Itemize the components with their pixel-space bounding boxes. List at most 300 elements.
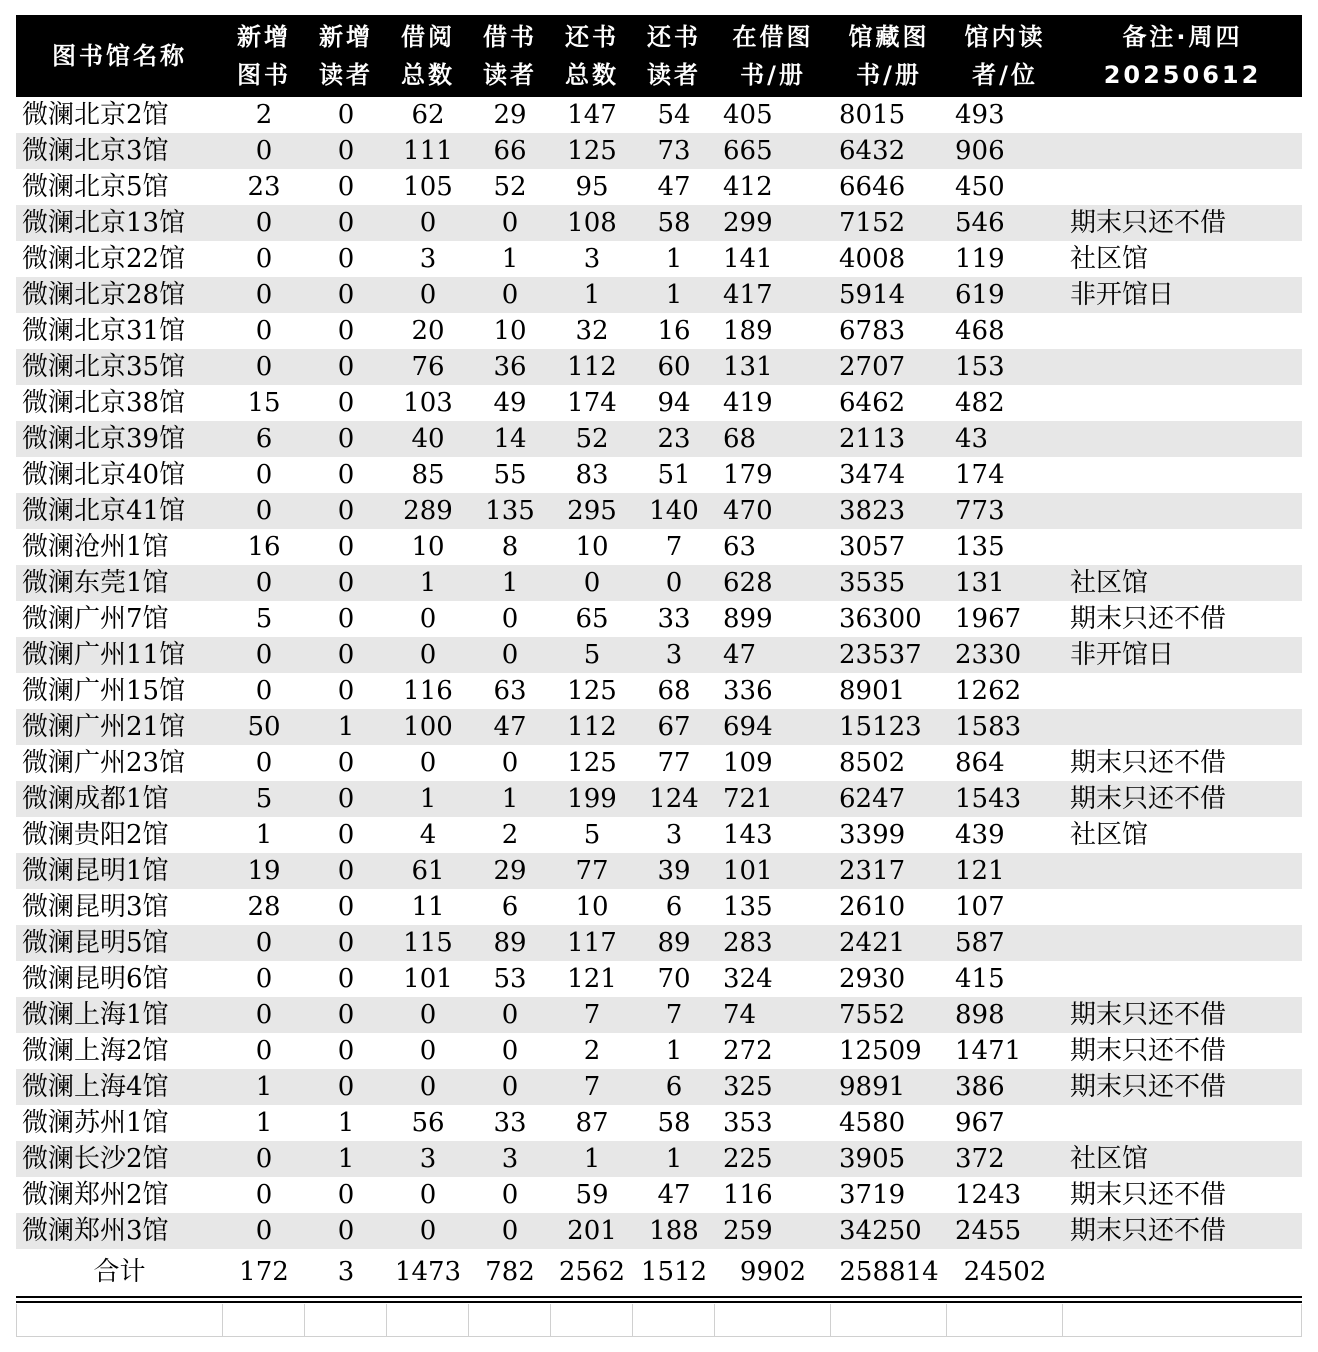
cell-collection-size[interactable]: 3719 [839, 1180, 906, 1210]
cell-collection-size[interactable]: 2930 [839, 964, 906, 994]
cell-readers-in-library[interactable]: 773 [947, 493, 1063, 529]
cell-total-returns[interactable]: 1 [551, 1141, 633, 1177]
cell-readers-in-library[interactable]: 2330 [947, 637, 1063, 673]
cell-total-returns[interactable]: 10 [575, 532, 609, 562]
cell-borrow-readers[interactable]: 55 [493, 460, 527, 490]
cell-return-readers[interactable]: 1 [633, 1141, 715, 1177]
cell-library-name[interactable]: 微澜北京41馆 [16, 493, 223, 529]
header-new-readers[interactable] [305, 15, 387, 97]
cell-total-returns[interactable]: 52 [551, 421, 633, 457]
cell-total-borrows[interactable]: 62 [411, 100, 445, 130]
cell-library-name[interactable]: 微澜上海2馆 [22, 1036, 169, 1066]
cell-new-readers[interactable]: 0 [305, 637, 387, 673]
cell-total-returns[interactable]: 59 [575, 1180, 609, 1210]
cell-readers-in-library[interactable]: 493 [955, 100, 1005, 130]
cell-borrow-readers[interactable]: 63 [493, 676, 527, 706]
cell-readers-in-library[interactable]: 121 [947, 853, 1063, 889]
cell-total-borrows[interactable]: 0 [419, 748, 437, 778]
total-new-readers[interactable]: 3 [305, 1249, 387, 1295]
cell-library-name[interactable]: 微澜郑州2馆 [22, 1180, 169, 1210]
cell-books-on-loan[interactable]: 283 [715, 925, 831, 961]
empty-cell[interactable] [1063, 1304, 1302, 1336]
cell-total-returns[interactable]: 147 [567, 100, 617, 130]
cell-new-readers[interactable]: 0 [337, 100, 355, 130]
cell-collection-size[interactable]: 3905 [831, 1141, 947, 1177]
cell-return-readers[interactable]: 3 [633, 637, 715, 673]
cell-new-books[interactable]: 0 [255, 748, 273, 778]
cell-notes[interactable]: 期末只还不借 [1063, 205, 1302, 241]
cell-collection-size[interactable]: 6432 [831, 133, 947, 169]
empty-cell[interactable] [387, 1304, 469, 1336]
cell-readers-in-library[interactable]: 415 [955, 964, 1005, 994]
header-notes[interactable] [1063, 15, 1302, 97]
cell-notes[interactable] [1063, 673, 1302, 709]
cell-library-name[interactable]: 微澜昆明1馆 [16, 853, 223, 889]
cell-books-on-loan[interactable]: 417 [715, 277, 831, 313]
cell-total-borrows[interactable]: 1 [387, 781, 469, 817]
cell-notes[interactable] [1063, 1105, 1302, 1141]
cell-collection-size[interactable]: 34250 [831, 1213, 947, 1249]
cell-borrow-readers[interactable]: 0 [501, 1180, 519, 1210]
cell-collection-size[interactable]: 2317 [831, 853, 947, 889]
cell-new-readers[interactable]: 0 [337, 1180, 355, 1210]
cell-new-books[interactable]: 0 [223, 277, 305, 313]
cell-notes[interactable]: 期末只还不借 [1063, 997, 1302, 1033]
cell-return-readers[interactable]: 94 [657, 388, 691, 418]
cell-new-books[interactable]: 0 [223, 565, 305, 601]
cell-readers-in-library[interactable]: 131 [947, 565, 1063, 601]
cell-new-readers[interactable]: 0 [305, 1069, 387, 1105]
cell-total-borrows[interactable]: 20 [411, 316, 445, 346]
cell-readers-in-library[interactable]: 1583 [947, 709, 1063, 745]
cell-new-readers[interactable]: 0 [305, 781, 387, 817]
cell-library-name[interactable]: 微澜北京28馆 [16, 277, 223, 313]
cell-library-name[interactable]: 微澜北京38馆 [22, 388, 186, 418]
cell-borrow-readers[interactable]: 47 [469, 709, 551, 745]
cell-new-readers[interactable]: 0 [337, 964, 355, 994]
cell-return-readers[interactable]: 77 [657, 748, 691, 778]
cell-total-returns[interactable]: 125 [551, 133, 633, 169]
cell-new-readers[interactable]: 1 [305, 1141, 387, 1177]
cell-borrow-readers[interactable]: 3 [469, 1141, 551, 1177]
cell-total-borrows[interactable]: 40 [387, 421, 469, 457]
cell-new-books[interactable]: 0 [255, 244, 273, 274]
cell-total-borrows[interactable]: 0 [387, 205, 469, 241]
cell-notes[interactable] [1063, 385, 1302, 421]
cell-total-returns[interactable]: 112 [551, 709, 633, 745]
cell-books-on-loan[interactable]: 179 [723, 460, 773, 490]
cell-readers-in-library[interactable]: 174 [955, 460, 1005, 490]
cell-library-name[interactable]: 微澜上海4馆 [16, 1069, 223, 1105]
cell-books-on-loan[interactable]: 899 [723, 604, 773, 634]
cell-notes[interactable]: 期末只还不借 [1070, 748, 1227, 778]
cell-readers-in-library[interactable]: 906 [947, 133, 1063, 169]
cell-notes[interactable] [1063, 709, 1302, 745]
cell-readers-in-library[interactable]: 1262 [955, 676, 1022, 706]
cell-books-on-loan[interactable]: 324 [723, 964, 773, 994]
header-new-books[interactable] [223, 15, 305, 97]
cell-borrow-readers[interactable]: 0 [501, 1036, 519, 1066]
cell-notes[interactable]: 社区馆 [1063, 1141, 1302, 1177]
cell-collection-size[interactable]: 2610 [839, 892, 906, 922]
cell-notes[interactable]: 社区馆 [1070, 820, 1149, 850]
cell-new-books[interactable]: 0 [255, 1036, 273, 1066]
cell-library-name[interactable]: 微澜北京31馆 [22, 316, 186, 346]
cell-notes[interactable]: 非开馆日 [1063, 637, 1302, 673]
cell-collection-size[interactable]: 5914 [831, 277, 947, 313]
cell-return-readers[interactable]: 16 [657, 316, 691, 346]
cell-library-name[interactable]: 微澜北京2馆 [22, 100, 169, 130]
cell-total-borrows[interactable]: 0 [387, 1213, 469, 1249]
cell-books-on-loan[interactable]: 109 [723, 748, 773, 778]
cell-total-borrows[interactable]: 0 [419, 1036, 437, 1066]
cell-readers-in-library[interactable]: 468 [955, 316, 1005, 346]
cell-total-returns[interactable]: 112 [551, 349, 633, 385]
cell-borrow-readers[interactable]: 10 [493, 316, 527, 346]
cell-new-books[interactable]: 2 [255, 100, 273, 130]
cell-notes[interactable] [1063, 889, 1302, 925]
cell-new-readers[interactable]: 0 [305, 493, 387, 529]
cell-collection-size[interactable]: 4008 [839, 244, 906, 274]
total-notes[interactable] [1063, 1249, 1302, 1295]
cell-return-readers[interactable]: 54 [657, 100, 691, 130]
cell-readers-in-library[interactable]: 482 [955, 388, 1005, 418]
cell-books-on-loan[interactable]: 405 [723, 100, 773, 130]
cell-readers-in-library[interactable]: 967 [955, 1108, 1005, 1138]
cell-total-returns[interactable]: 3 [583, 244, 601, 274]
cell-notes[interactable]: 期末只还不借 [1063, 1213, 1302, 1249]
cell-library-name[interactable]: 微澜昆明3馆 [22, 892, 169, 922]
cell-collection-size[interactable]: 12509 [839, 1036, 922, 1066]
header-total-returns[interactable] [551, 15, 633, 97]
cell-total-returns[interactable]: 201 [551, 1213, 633, 1249]
cell-library-name[interactable]: 微澜昆明5馆 [16, 925, 223, 961]
cell-new-books[interactable]: 28 [247, 892, 281, 922]
cell-borrow-readers[interactable]: 89 [469, 925, 551, 961]
cell-total-returns[interactable]: 95 [575, 172, 609, 202]
empty-cell[interactable] [469, 1304, 551, 1336]
cell-new-books[interactable]: 1 [255, 1108, 273, 1138]
cell-borrow-readers[interactable]: 1 [501, 244, 519, 274]
cell-borrow-readers[interactable]: 8 [501, 532, 519, 562]
cell-new-books[interactable]: 0 [255, 1180, 273, 1210]
empty-cell[interactable] [551, 1304, 633, 1336]
cell-total-borrows[interactable]: 11 [411, 892, 445, 922]
empty-cell[interactable] [633, 1304, 715, 1336]
cell-books-on-loan[interactable]: 135 [723, 892, 773, 922]
cell-new-books[interactable]: 0 [223, 349, 305, 385]
cell-notes[interactable]: 社区馆 [1070, 244, 1149, 274]
cell-books-on-loan[interactable]: 412 [723, 172, 773, 202]
cell-return-readers[interactable]: 6 [633, 1069, 715, 1105]
cell-new-readers[interactable]: 0 [305, 133, 387, 169]
cell-return-readers[interactable]: 188 [633, 1213, 715, 1249]
cell-notes[interactable] [1063, 529, 1302, 565]
cell-new-books[interactable]: 0 [223, 637, 305, 673]
cell-books-on-loan[interactable]: 141 [723, 244, 773, 274]
cell-readers-in-library[interactable]: 1967 [955, 604, 1022, 634]
cell-notes[interactable] [1063, 133, 1302, 169]
cell-new-books[interactable]: 23 [247, 172, 281, 202]
cell-readers-in-library[interactable]: 2455 [947, 1213, 1063, 1249]
total-new-books[interactable]: 172 [223, 1249, 305, 1295]
cell-new-readers[interactable]: 0 [305, 565, 387, 601]
cell-new-readers[interactable]: 0 [337, 172, 355, 202]
cell-new-readers[interactable]: 1 [337, 1108, 355, 1138]
cell-return-readers[interactable]: 1 [665, 244, 683, 274]
cell-return-readers[interactable]: 23 [633, 421, 715, 457]
cell-library-name[interactable]: 微澜广州23馆 [22, 748, 186, 778]
cell-readers-in-library[interactable]: 372 [947, 1141, 1063, 1177]
cell-collection-size[interactable]: 4580 [839, 1108, 906, 1138]
cell-books-on-loan[interactable]: 225 [715, 1141, 831, 1177]
cell-library-name[interactable]: 微澜长沙2馆 [16, 1141, 223, 1177]
empty-cell[interactable] [223, 1304, 305, 1336]
cell-total-borrows[interactable]: 115 [387, 925, 469, 961]
cell-books-on-loan[interactable]: 353 [723, 1108, 773, 1138]
cell-readers-in-library[interactable]: 1243 [955, 1180, 1022, 1210]
cell-new-books[interactable]: 19 [223, 853, 305, 889]
cell-return-readers[interactable]: 7 [633, 997, 715, 1033]
cell-return-readers[interactable]: 58 [633, 205, 715, 241]
cell-notes[interactable] [1063, 961, 1302, 997]
total-total-borrows[interactable]: 1473 [387, 1249, 469, 1295]
cell-total-returns[interactable]: 174 [567, 388, 617, 418]
cell-borrow-readers[interactable]: 36 [469, 349, 551, 385]
cell-new-books[interactable]: 0 [223, 997, 305, 1033]
cell-readers-in-library[interactable]: 587 [947, 925, 1063, 961]
cell-new-books[interactable]: 0 [255, 460, 273, 490]
cell-books-on-loan[interactable]: 272 [723, 1036, 773, 1066]
cell-borrow-readers[interactable]: 135 [469, 493, 551, 529]
cell-collection-size[interactable]: 3474 [839, 460, 906, 490]
cell-borrow-readers[interactable]: 0 [469, 997, 551, 1033]
cell-borrow-readers[interactable]: 0 [469, 1213, 551, 1249]
cell-collection-size[interactable]: 2707 [831, 349, 947, 385]
cell-new-books[interactable]: 0 [255, 316, 273, 346]
cell-total-returns[interactable]: 295 [551, 493, 633, 529]
cell-new-books[interactable]: 6 [223, 421, 305, 457]
cell-library-name[interactable]: 微澜昆明6馆 [22, 964, 169, 994]
cell-total-borrows[interactable]: 61 [387, 853, 469, 889]
cell-new-books[interactable]: 0 [223, 205, 305, 241]
empty-cell[interactable] [947, 1304, 1063, 1336]
cell-collection-size[interactable]: 6247 [831, 781, 947, 817]
cell-library-name[interactable]: 微澜广州7馆 [22, 604, 169, 634]
header-return-readers[interactable] [633, 15, 715, 97]
cell-total-borrows[interactable]: 76 [387, 349, 469, 385]
cell-collection-size[interactable]: 36300 [839, 604, 922, 634]
cell-books-on-loan[interactable]: 299 [715, 205, 831, 241]
cell-readers-in-library[interactable]: 386 [947, 1069, 1063, 1105]
cell-return-readers[interactable]: 67 [633, 709, 715, 745]
cell-new-books[interactable]: 1 [255, 820, 273, 850]
cell-library-name[interactable]: 微澜北京13馆 [16, 205, 223, 241]
cell-total-returns[interactable]: 108 [551, 205, 633, 241]
cell-collection-size[interactable]: 6462 [839, 388, 906, 418]
cell-library-name[interactable]: 微澜郑州3馆 [16, 1213, 223, 1249]
cell-new-books[interactable]: 16 [247, 532, 281, 562]
cell-return-readers[interactable]: 60 [633, 349, 715, 385]
cell-readers-in-library[interactable]: 1543 [947, 781, 1063, 817]
header-total-borrows[interactable] [387, 15, 469, 97]
cell-books-on-loan[interactable]: 259 [715, 1213, 831, 1249]
header-collection-size[interactable] [831, 15, 947, 97]
empty-cell[interactable] [305, 1304, 387, 1336]
cell-books-on-loan[interactable]: 74 [715, 997, 831, 1033]
empty-cell[interactable] [831, 1304, 947, 1336]
cell-total-borrows[interactable]: 56 [411, 1108, 445, 1138]
cell-new-readers[interactable]: 0 [305, 421, 387, 457]
cell-return-readers[interactable]: 47 [657, 172, 691, 202]
header-books-on-loan[interactable] [715, 15, 831, 97]
cell-return-readers[interactable]: 58 [657, 1108, 691, 1138]
cell-notes[interactable]: 期末只还不借 [1063, 1069, 1302, 1105]
cell-notes[interactable]: 期末只还不借 [1070, 1180, 1227, 1210]
cell-books-on-loan[interactable]: 628 [715, 565, 831, 601]
cell-return-readers[interactable]: 39 [633, 853, 715, 889]
cell-collection-size[interactable]: 3535 [831, 565, 947, 601]
cell-library-name[interactable]: 微澜北京5馆 [22, 172, 169, 202]
cell-library-name[interactable]: 微澜上海1馆 [16, 997, 223, 1033]
cell-books-on-loan[interactable]: 665 [715, 133, 831, 169]
cell-notes[interactable]: 社区馆 [1063, 565, 1302, 601]
cell-total-returns[interactable]: 125 [567, 748, 617, 778]
cell-return-readers[interactable]: 47 [657, 1180, 691, 1210]
cell-borrow-readers[interactable]: 0 [469, 1069, 551, 1105]
cell-new-books[interactable]: 0 [255, 676, 273, 706]
cell-collection-size[interactable]: 7152 [831, 205, 947, 241]
total-return-readers[interactable]: 1512 [633, 1249, 715, 1295]
cell-books-on-loan[interactable]: 131 [715, 349, 831, 385]
cell-collection-size[interactable]: 6646 [839, 172, 906, 202]
cell-readers-in-library[interactable]: 864 [955, 748, 1005, 778]
cell-return-readers[interactable]: 73 [633, 133, 715, 169]
cell-notes[interactable] [1063, 97, 1302, 133]
cell-new-books[interactable]: 0 [223, 1141, 305, 1177]
cell-books-on-loan[interactable]: 68 [715, 421, 831, 457]
cell-library-name[interactable]: 微澜成都1馆 [16, 781, 223, 817]
total-total-returns[interactable]: 2562 [551, 1249, 633, 1295]
cell-total-borrows[interactable]: 85 [411, 460, 445, 490]
cell-collection-size[interactable]: 2421 [831, 925, 947, 961]
cell-total-borrows[interactable]: 0 [387, 637, 469, 673]
cell-books-on-loan[interactable]: 325 [715, 1069, 831, 1105]
cell-borrow-readers[interactable]: 33 [493, 1108, 527, 1138]
cell-new-readers[interactable]: 0 [337, 820, 355, 850]
cell-total-borrows[interactable]: 105 [403, 172, 453, 202]
cell-library-name[interactable]: 微澜沧州1馆 [22, 532, 169, 562]
cell-notes[interactable] [1063, 925, 1302, 961]
cell-return-readers[interactable]: 33 [657, 604, 691, 634]
cell-total-returns[interactable]: 83 [575, 460, 609, 490]
cell-new-books[interactable]: 50 [223, 709, 305, 745]
cell-borrow-readers[interactable]: 29 [493, 100, 527, 130]
cell-collection-size[interactable]: 3823 [831, 493, 947, 529]
cell-return-readers[interactable]: 7 [665, 532, 683, 562]
cell-total-returns[interactable]: 117 [551, 925, 633, 961]
cell-new-books[interactable]: 1 [223, 1069, 305, 1105]
cell-readers-in-library[interactable]: 1471 [955, 1036, 1022, 1066]
cell-total-borrows[interactable]: 289 [387, 493, 469, 529]
cell-total-returns[interactable]: 32 [575, 316, 609, 346]
cell-books-on-loan[interactable]: 63 [723, 532, 757, 562]
cell-library-name[interactable]: 微澜广州15馆 [22, 676, 186, 706]
cell-total-returns[interactable]: 65 [575, 604, 609, 634]
cell-borrow-readers[interactable]: 14 [469, 421, 551, 457]
cell-books-on-loan[interactable]: 189 [723, 316, 773, 346]
cell-borrow-readers[interactable]: 0 [469, 637, 551, 673]
cell-new-readers[interactable]: 0 [305, 205, 387, 241]
cell-readers-in-library[interactable]: 43 [947, 421, 1063, 457]
cell-new-readers[interactable]: 0 [337, 676, 355, 706]
cell-readers-in-library[interactable]: 619 [947, 277, 1063, 313]
cell-return-readers[interactable]: 3 [665, 820, 683, 850]
cell-borrow-readers[interactable]: 49 [493, 388, 527, 418]
cell-notes[interactable] [1063, 313, 1302, 349]
total-collection-size[interactable]: 258814 [831, 1249, 947, 1295]
cell-collection-size[interactable]: 8015 [839, 100, 906, 130]
cell-readers-in-library[interactable]: 153 [947, 349, 1063, 385]
cell-books-on-loan[interactable]: 143 [723, 820, 773, 850]
cell-books-on-loan[interactable]: 336 [723, 676, 773, 706]
cell-total-returns[interactable]: 5 [551, 637, 633, 673]
cell-collection-size[interactable]: 2113 [831, 421, 947, 457]
cell-total-returns[interactable]: 7 [551, 1069, 633, 1105]
cell-total-borrows[interactable]: 101 [403, 964, 453, 994]
total-readers-in-library[interactable]: 24502 [947, 1249, 1063, 1295]
cell-new-books[interactable]: 0 [255, 964, 273, 994]
cell-return-readers[interactable]: 1 [665, 1036, 683, 1066]
cell-books-on-loan[interactable]: 470 [715, 493, 831, 529]
cell-books-on-loan[interactable]: 47 [715, 637, 831, 673]
cell-new-readers[interactable]: 0 [337, 388, 355, 418]
cell-return-readers[interactable]: 51 [657, 460, 691, 490]
cell-readers-in-library[interactable]: 546 [947, 205, 1063, 241]
cell-collection-size[interactable]: 3399 [839, 820, 906, 850]
cell-notes[interactable] [1063, 421, 1302, 457]
cell-new-readers[interactable]: 0 [337, 460, 355, 490]
cell-new-readers[interactable]: 0 [305, 853, 387, 889]
cell-borrow-readers[interactable]: 6 [501, 892, 519, 922]
cell-total-borrows[interactable]: 4 [419, 820, 437, 850]
cell-collection-size[interactable]: 8502 [839, 748, 906, 778]
cell-collection-size[interactable]: 9891 [831, 1069, 947, 1105]
cell-library-name[interactable]: 微澜广州11馆 [16, 637, 223, 673]
cell-new-readers[interactable]: 0 [337, 748, 355, 778]
cell-new-readers[interactable]: 1 [305, 709, 387, 745]
cell-borrow-readers[interactable]: 0 [501, 748, 519, 778]
cell-books-on-loan[interactable]: 721 [715, 781, 831, 817]
cell-total-borrows[interactable]: 0 [387, 1069, 469, 1105]
cell-total-returns[interactable]: 5 [583, 820, 601, 850]
cell-library-name[interactable]: 微澜苏州1馆 [22, 1108, 169, 1138]
cell-total-returns[interactable]: 87 [575, 1108, 609, 1138]
cell-library-name[interactable]: 微澜贵阳2馆 [22, 820, 169, 850]
cell-total-returns[interactable]: 77 [551, 853, 633, 889]
cell-notes[interactable] [1063, 457, 1302, 493]
empty-cell[interactable] [16, 1304, 223, 1336]
cell-new-readers[interactable]: 0 [305, 349, 387, 385]
cell-new-readers[interactable]: 0 [305, 1213, 387, 1249]
cell-new-books[interactable]: 0 [223, 925, 305, 961]
cell-new-books[interactable]: 15 [247, 388, 281, 418]
cell-borrow-readers[interactable]: 52 [493, 172, 527, 202]
cell-borrow-readers[interactable]: 2 [501, 820, 519, 850]
cell-notes[interactable]: 非开馆日 [1063, 277, 1302, 313]
cell-collection-size[interactable]: 7552 [831, 997, 947, 1033]
cell-return-readers[interactable]: 70 [657, 964, 691, 994]
